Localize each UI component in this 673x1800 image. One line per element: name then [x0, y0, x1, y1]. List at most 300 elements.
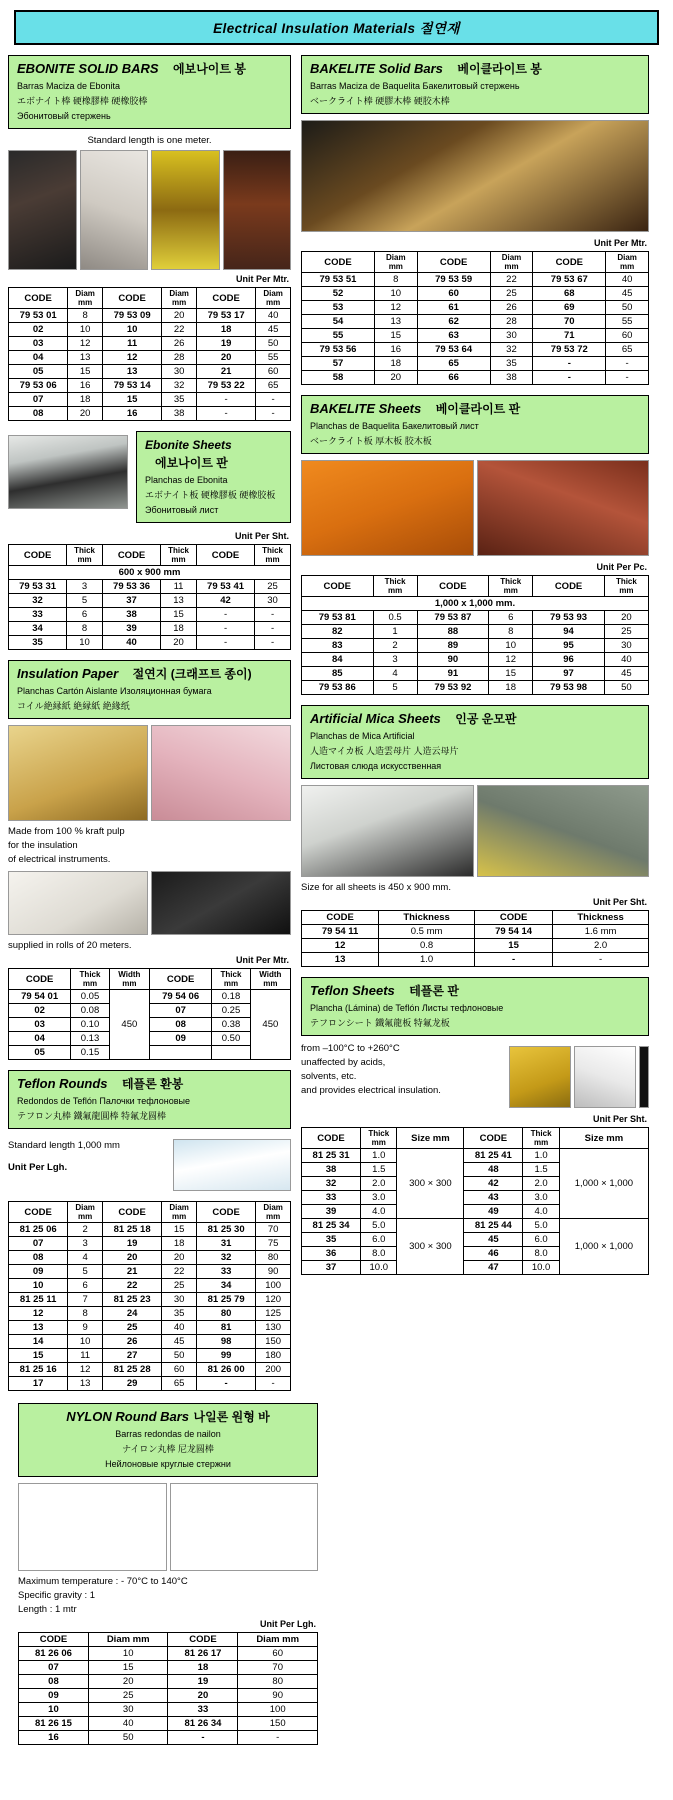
table-row — [302, 371, 649, 385]
bakelite-sheets-table — [301, 575, 649, 695]
cell: 7 — [68, 1293, 103, 1307]
bakelite-bars-photo — [301, 120, 649, 232]
cell: 09 — [9, 1265, 68, 1279]
table-row — [9, 636, 291, 650]
cell: 08 — [9, 1251, 68, 1265]
cell: 33 — [302, 1191, 361, 1205]
th-thick-3: Thick mm — [604, 576, 648, 597]
table-row — [19, 1661, 318, 1675]
table-row — [9, 1349, 291, 1363]
cell: 39 — [102, 622, 160, 636]
cell: 81 — [196, 1321, 255, 1335]
cell: 15 — [489, 667, 533, 681]
table-row — [302, 315, 649, 329]
cell: 10 — [88, 1647, 168, 1661]
cell: 70 — [256, 1223, 291, 1237]
cell: 450 — [109, 990, 149, 1060]
cell: 19 — [196, 337, 255, 351]
cell: 80 — [238, 1675, 318, 1689]
cell: 1,000 × 1,000 — [559, 1149, 648, 1219]
cell: 10 — [67, 636, 103, 650]
cell: 39 — [302, 1205, 361, 1219]
th-code-2: CODE — [417, 576, 489, 597]
cell: 45 — [606, 287, 649, 301]
cell: 0.8 — [379, 939, 475, 953]
table-row — [9, 1335, 291, 1349]
cell: 15 — [374, 329, 417, 343]
cell: 4.0 — [361, 1205, 397, 1219]
insulation-paper-title-kr: 절연지 (크래프트 종이) — [132, 667, 252, 681]
nylon-bars-unit: Unit Per Lgh. — [260, 1619, 316, 1629]
cell: 13 — [302, 953, 379, 967]
section-teflon-sheets — [301, 977, 649, 1275]
cell: - — [475, 953, 553, 967]
cell: 12 — [102, 351, 161, 365]
th-diam-2: Diam mm — [162, 1202, 197, 1223]
cell: 8.0 — [523, 1247, 559, 1261]
th-code-1: CODE — [9, 545, 67, 566]
nylon-bars-title-en: NYLON Round Bars — [66, 1409, 190, 1424]
cell: 63 — [417, 329, 490, 343]
cell: 25 — [490, 287, 533, 301]
table-row — [302, 639, 649, 653]
cell: 75 — [256, 1237, 291, 1251]
cell: 31 — [196, 1237, 255, 1251]
bakelite-sheets-titlebox — [301, 395, 649, 454]
table-row — [9, 1046, 291, 1060]
cell: 79 54 06 — [149, 990, 211, 1004]
cell: 10 — [19, 1703, 89, 1717]
table-row — [9, 1321, 291, 1335]
cell: 3 — [68, 1237, 103, 1251]
th-code-1: CODE — [19, 1633, 89, 1647]
cell: 38 — [162, 407, 197, 421]
cell: 1.5 — [523, 1163, 559, 1177]
table-row — [9, 1223, 291, 1237]
ebonite-sheets-size: 600 x 900 mm — [9, 566, 291, 580]
insulation-paper-photo-2 — [8, 871, 291, 935]
ebonite-bars-title-kr: 에보나이트 봉 — [173, 62, 246, 76]
cell: 57 — [302, 357, 375, 371]
cell: 65 — [162, 1377, 197, 1391]
insulation-paper-note-2: for the insulation — [8, 840, 78, 851]
th-code-1: CODE — [302, 1128, 361, 1149]
cell: 2.0 — [523, 1177, 559, 1191]
cell: 4 — [373, 667, 417, 681]
th-diam-3: Diam mm — [606, 252, 649, 273]
cell: 450 — [250, 990, 290, 1060]
cell: 79 53 87 — [417, 611, 489, 625]
cell: 33 — [168, 1703, 238, 1717]
nylon-bars-spec-3: Length : 1 mtr — [18, 1604, 77, 1615]
cell: - — [196, 608, 254, 622]
cell: 03 — [9, 1018, 71, 1032]
cell: 79 53 86 — [302, 681, 374, 695]
section-nylon-round-bars — [18, 1403, 318, 1745]
cell: 18 — [374, 357, 417, 371]
cell: 65 — [256, 379, 291, 393]
teflon-sheets-titlebox — [301, 977, 649, 1036]
ebonite-sheets-title-en: Ebonite Sheets — [145, 438, 232, 452]
bakelite-bars-subtitle-2: ベークライト棒 硬膠木棒 硬胶木棒 — [310, 96, 450, 106]
table-row — [9, 323, 291, 337]
cell: 20 — [68, 407, 103, 421]
cell: 19 — [102, 1237, 161, 1251]
cell: - — [553, 953, 649, 967]
cell: 61 — [417, 301, 490, 315]
table-header-row — [302, 1128, 649, 1149]
ebonite-bars-table — [8, 287, 291, 421]
th-code-2: CODE — [464, 1128, 523, 1149]
cell: 10.0 — [361, 1261, 397, 1275]
cell: 20 — [88, 1675, 168, 1689]
cell: 15 — [102, 393, 161, 407]
cell: 08 — [149, 1018, 211, 1032]
cell: 17 — [9, 1377, 68, 1391]
cell: 15 — [68, 365, 103, 379]
table-row — [9, 393, 291, 407]
cell: 9 — [68, 1321, 103, 1335]
cell: 11 — [161, 580, 197, 594]
cell: 68 — [533, 287, 606, 301]
cell: 0.08 — [71, 1004, 109, 1018]
cell: 1,000 × 1,000 — [559, 1219, 648, 1275]
th-diam-1: Diam mm — [68, 288, 103, 309]
teflon-sheets-subtitle-1: Plancha (Lámina) de Teflón Листы тефлоновые — [310, 1003, 504, 1013]
cell: 81 25 41 — [464, 1149, 523, 1163]
th-code-1: CODE — [9, 1202, 68, 1223]
cell: 20 — [196, 351, 255, 365]
nylon-bars-titlebox — [18, 1403, 318, 1477]
bakelite-sheets-photo — [301, 460, 649, 556]
cell: 30 — [162, 1293, 197, 1307]
cell: 96 — [533, 653, 605, 667]
cell: 38 — [490, 371, 533, 385]
teflon-rounds-unit: Unit Per Lgh. — [8, 1162, 68, 1173]
cell: - — [196, 407, 255, 421]
table-row — [19, 1647, 318, 1661]
table-header-row — [19, 1633, 318, 1647]
cell: 1.0 — [361, 1149, 397, 1163]
cell: 180 — [256, 1349, 291, 1363]
cell: 12 — [68, 337, 103, 351]
cell: 4.0 — [523, 1205, 559, 1219]
cell: 55 — [256, 351, 291, 365]
cell: 82 — [302, 625, 374, 639]
table-row — [9, 1377, 291, 1391]
cell: 8 — [68, 1307, 103, 1321]
mica-sheets-title-kr: 인공 운모판 — [455, 712, 517, 726]
cell: - — [606, 357, 649, 371]
teflon-sheets-note-1: from –100°C to +260°C — [301, 1043, 400, 1054]
cell: 79 53 22 — [196, 379, 255, 393]
cell: 20 — [162, 1251, 197, 1265]
cell: 25 — [88, 1689, 168, 1703]
page-banner — [14, 10, 659, 45]
mica-sheets-titlebox — [301, 705, 649, 779]
cell: 15 — [9, 1349, 68, 1363]
cell: 79 53 64 — [417, 343, 490, 357]
table-row — [302, 611, 649, 625]
cell: 22 — [102, 1279, 161, 1293]
cell: 1.0 — [523, 1149, 559, 1163]
cell: 28 — [162, 351, 197, 365]
cell: 88 — [417, 625, 489, 639]
cell: 54 — [302, 315, 375, 329]
table-row — [302, 329, 649, 343]
cell: 37 — [102, 594, 160, 608]
cell: 05 — [9, 365, 68, 379]
table-row — [9, 1004, 291, 1018]
cell: 79 53 31 — [9, 580, 67, 594]
cell: 79 53 72 — [533, 343, 606, 357]
cell: 22 — [162, 323, 197, 337]
mica-sheets-title-en: Artificial Mica Sheets — [310, 711, 441, 726]
cell: 2.0 — [361, 1177, 397, 1191]
cell: 0.15 — [71, 1046, 109, 1060]
mica-sheets-unit: Unit Per Sht. — [592, 897, 647, 907]
cell: 8 — [68, 309, 103, 323]
cell: - — [606, 371, 649, 385]
cell: 79 54 14 — [475, 925, 553, 939]
table-row — [302, 939, 649, 953]
table-row — [302, 357, 649, 371]
cell: 25 — [102, 1321, 161, 1335]
cell: 79 53 14 — [102, 379, 161, 393]
cell: 03 — [9, 337, 68, 351]
teflon-sheets-photo — [509, 1046, 649, 1108]
cell: 94 — [533, 625, 605, 639]
table-row — [9, 1363, 291, 1377]
cell: 21 — [102, 1265, 161, 1279]
th-thick-1: Thick mm — [67, 545, 103, 566]
teflon-sheets-title-en: Teflon Sheets — [310, 983, 395, 998]
cell: 49 — [464, 1205, 523, 1219]
table-row — [9, 990, 291, 1004]
cell: - — [196, 622, 254, 636]
ebonite-sheets-size-row — [9, 566, 291, 580]
cell: 60 — [256, 365, 291, 379]
insulation-paper-subtitle-2: コイル絶縁紙 絶縁紙 絶緣纸 — [17, 701, 130, 711]
insulation-paper-subtitle-1: Planchas Cartón Aislante Изоляционная бумага — [17, 686, 212, 696]
bakelite-sheets-subtitle-2: ベークライト板 厚木板 胶木板 — [310, 436, 432, 446]
nylon-bars-table — [18, 1632, 318, 1745]
cell: - — [533, 357, 606, 371]
cell: 85 — [302, 667, 374, 681]
th-code-2: CODE — [417, 252, 490, 273]
th-size-1: Size mm — [397, 1128, 464, 1149]
ebonite-sheets-subtitle-3: Эбонитовый лист — [145, 505, 219, 515]
cell: 35 — [162, 393, 197, 407]
th-thick-3: Thick mm — [255, 545, 291, 566]
cell: 42 — [464, 1177, 523, 1191]
cell: - — [533, 371, 606, 385]
cell: 14 — [9, 1335, 68, 1349]
th-code-2: CODE — [102, 288, 161, 309]
table-header-row — [302, 576, 649, 597]
table-row — [9, 1237, 291, 1251]
cell: 32 — [490, 343, 533, 357]
cell: 0.25 — [212, 1004, 250, 1018]
cell: 79 53 98 — [533, 681, 605, 695]
teflon-rounds-subtitle-2: テフロン丸棒 鐵氟龍圓棒 特氟龙圆棒 — [17, 1111, 167, 1121]
cell: 07 — [149, 1004, 211, 1018]
cell: 36 — [302, 1247, 361, 1261]
th-code-3: CODE — [196, 1202, 255, 1223]
cell: - — [196, 636, 254, 650]
cell: 30 — [604, 639, 648, 653]
cell: 43 — [464, 1191, 523, 1205]
cell: 18 — [489, 681, 533, 695]
cell: - — [255, 608, 291, 622]
cell: 12 — [489, 653, 533, 667]
cell: 6 — [67, 608, 103, 622]
ebonite-bars-subtitle-1: Barras Maciza de Ebonita — [17, 81, 121, 91]
table-row — [302, 1219, 649, 1233]
table-row — [9, 407, 291, 421]
cell: 120 — [256, 1293, 291, 1307]
cell: 46 — [464, 1247, 523, 1261]
insulation-paper-titlebox — [8, 660, 291, 719]
table-row — [302, 667, 649, 681]
cell: 15 — [475, 939, 553, 953]
insulation-paper-note-4: supplied in rolls of 20 meters. — [8, 940, 132, 951]
cell: 10 — [374, 287, 417, 301]
ebonite-bars-subtitle-2: エボナイト棒 硬橡膠棒 硬橡胶棒 — [17, 96, 148, 106]
table-header-row — [9, 288, 291, 309]
table-row — [9, 594, 291, 608]
table-row — [9, 379, 291, 393]
cell: 91 — [417, 667, 489, 681]
cell: 60 — [162, 1363, 197, 1377]
cell: 4 — [68, 1251, 103, 1265]
table-row — [9, 309, 291, 323]
cell: 34 — [196, 1279, 255, 1293]
cell: 12 — [9, 1307, 68, 1321]
cell: 0.5 mm — [379, 925, 475, 939]
cell: 40 — [102, 636, 160, 650]
cell: 8 — [374, 273, 417, 287]
mica-sheets-table — [301, 910, 649, 967]
th-diam-2: Diam mm — [238, 1633, 318, 1647]
cell: 13 — [68, 351, 103, 365]
bakelite-bars-title-kr: 베이클라이트 봉 — [457, 62, 542, 76]
teflon-rounds-title-kr: 테플론 환봉 — [121, 1077, 184, 1091]
cell: 47 — [464, 1261, 523, 1275]
teflon-rounds-titlebox — [8, 1070, 291, 1129]
cell: 3 — [373, 653, 417, 667]
cell: 79 53 36 — [102, 580, 160, 594]
cell: 2 — [373, 639, 417, 653]
cell: 21 — [196, 365, 255, 379]
th-diam-1: Diam mm — [88, 1633, 168, 1647]
cell: 12 — [374, 301, 417, 315]
cell — [212, 1046, 250, 1060]
table-row — [302, 925, 649, 939]
ebonite-sheets-subtitle-2: エボナイト板 硬橡膠板 硬橡胶板 — [145, 490, 276, 500]
cell: 04 — [9, 1032, 71, 1046]
cell: 90 — [256, 1265, 291, 1279]
teflon-sheets-note-2: unaffected by acids, — [301, 1057, 386, 1068]
cell: 13 — [102, 365, 161, 379]
cell: 35 — [9, 636, 67, 650]
mica-sheets-subtitle-1: Planchas de Mica Artificial — [310, 731, 415, 741]
th-thick-2: Thick mm — [161, 545, 197, 566]
cell: 13 — [161, 594, 197, 608]
cell: 34 — [9, 622, 67, 636]
cell: 79 53 56 — [302, 343, 375, 357]
teflon-sheets-table — [301, 1127, 649, 1275]
cell: 90 — [417, 653, 489, 667]
ebonite-sheets-subtitle-1: Planchas de Ebonita — [145, 475, 228, 485]
cell: 19 — [168, 1675, 238, 1689]
nylon-bars-spec-2: Specific gravity : 1 — [18, 1590, 96, 1601]
table-row — [302, 653, 649, 667]
cell: 50 — [606, 301, 649, 315]
cell: 79 53 01 — [9, 309, 68, 323]
ebonite-sheets-unit: Unit Per Sht. — [234, 531, 289, 541]
cell: 20 — [102, 1251, 161, 1265]
cell: 15 — [162, 1223, 197, 1237]
cell: - — [255, 622, 291, 636]
cell: 79 53 92 — [417, 681, 489, 695]
cell: 0.13 — [71, 1032, 109, 1046]
cell: 0.10 — [71, 1018, 109, 1032]
cell: 79 53 93 — [533, 611, 605, 625]
table-header-row — [9, 545, 291, 566]
cell: 6.0 — [361, 1233, 397, 1247]
cell: 11 — [68, 1349, 103, 1363]
bakelite-bars-unit: Unit Per Mtr. — [593, 238, 647, 248]
cell: 48 — [464, 1163, 523, 1177]
cell: 38 — [302, 1163, 361, 1177]
cell: 55 — [606, 315, 649, 329]
table-row — [9, 1018, 291, 1032]
cell: 81 25 31 — [302, 1149, 361, 1163]
cell: 25 — [604, 625, 648, 639]
table-row — [9, 1032, 291, 1046]
cell: 18 — [68, 393, 103, 407]
teflon-sheets-note-4: and provides electrical insulation. — [301, 1085, 441, 1096]
th-code-1: CODE — [9, 969, 71, 990]
cell: 66 — [417, 371, 490, 385]
cell: 81 25 11 — [9, 1293, 68, 1307]
nylon-bars-subtitle-3: Нейлоновые круглые стержни — [105, 1459, 231, 1469]
cell: 13 — [374, 315, 417, 329]
table-header-row — [302, 911, 649, 925]
cell: 16 — [19, 1731, 89, 1745]
ebonite-bars-subtitle-3: Эбонитовый стержень — [17, 111, 111, 121]
cell: 13 — [68, 1377, 103, 1391]
cell: 30 — [255, 594, 291, 608]
cell: 40 — [256, 309, 291, 323]
cell: 5.0 — [523, 1219, 559, 1233]
th-code-2: CODE — [102, 545, 160, 566]
th-thick-2: Thick mm — [489, 576, 533, 597]
cell: 60 — [417, 287, 490, 301]
cell: 10 — [489, 639, 533, 653]
cell: 0.5 — [373, 611, 417, 625]
th-code-3: CODE — [533, 576, 605, 597]
section-bakelite-solid-bars — [301, 55, 649, 385]
cell: 53 — [302, 301, 375, 315]
cell: 15 — [88, 1661, 168, 1675]
cell: 81 25 18 — [102, 1223, 161, 1237]
table-row — [19, 1703, 318, 1717]
cell: 95 — [533, 639, 605, 653]
cell: 16 — [374, 343, 417, 357]
section-teflon-rounds — [8, 1070, 291, 1391]
